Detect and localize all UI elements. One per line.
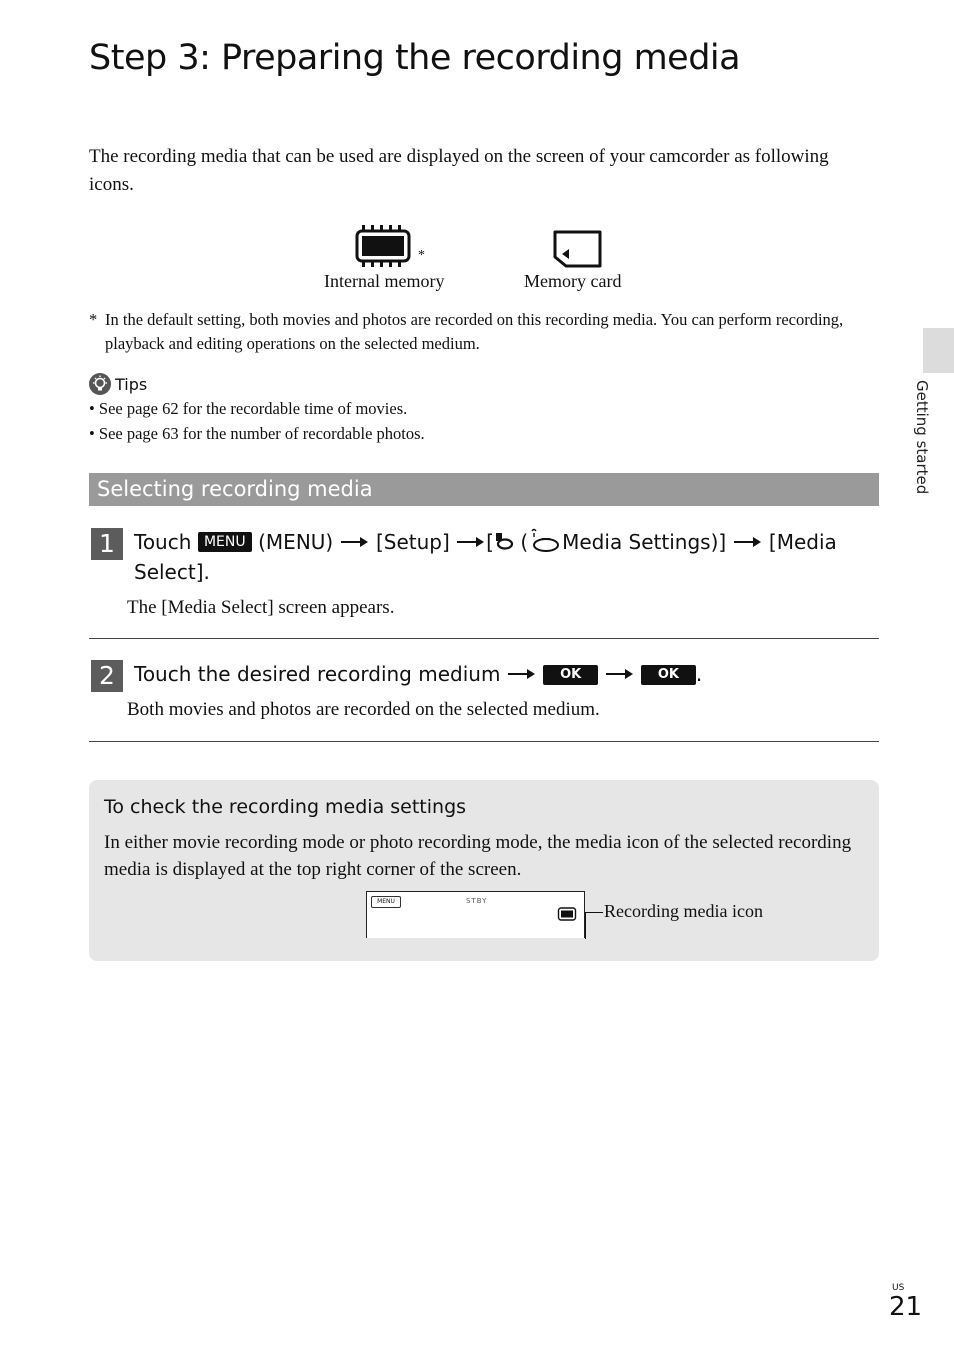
tips-label: Tips [115,374,148,394]
side-tab-text: Getting started [913,380,931,495]
callout-line [585,912,586,939]
callout-line [585,912,603,913]
step-number-2: 2 [91,660,123,692]
callout-label: Recording media icon [604,901,763,921]
memory-card-icon [552,229,604,269]
internal-memory-icon [354,224,412,268]
footnote-marker: * [89,310,98,329]
camcorder-screen [366,891,585,938]
screen-menu-button: MENU [371,896,401,908]
step-1-instruction-cont: Select]. [134,560,210,584]
tips-heading [89,373,147,395]
step-1-result: The [Media Select] screen appears. [127,597,395,618]
ok-button[interactable]: OK [543,665,598,685]
arrow-right-icon [733,534,763,550]
internal-memory-marker: * [418,248,425,263]
memory-card-label: Memory card [524,271,622,291]
page-title: Step 3: Preparing the recording media [89,38,741,78]
tips-item: • See page 63 for the number of recordable photos. [89,424,425,443]
arrow-right-icon [507,666,537,682]
divider [89,741,879,742]
screen-status: STBY [466,897,488,905]
intro-paragraph: The recording media that can be used are displayed on the screen of your camcorder as following icons. [89,146,829,195]
lightbulb-icon [89,373,111,395]
arrow-right-icon [605,666,635,682]
media-settings-icon [528,527,562,553]
section-heading: Selecting recording media [89,473,879,506]
ok-button[interactable]: OK [641,665,696,685]
footnote [89,308,869,356]
info-box-title: To check the recording media settings [104,796,467,818]
menu-button[interactable]: MENU [198,532,252,552]
divider [89,638,879,639]
step-number-1: 1 [91,528,123,560]
arrow-right-icon [456,534,486,550]
internal-memory-label: Internal memory [324,271,445,291]
tips-item: • See page 62 for the recordable time of movies. [89,399,408,418]
step-1-instruction: Touch MENU (MENU) [Setup] [ ( Media Settings)] [Media [134,527,837,557]
arrow-right-icon [340,534,370,550]
side-tab-label [902,380,942,510]
info-box-text: In either movie recording mode or photo recording mode, the media icon of the selected recording media is displayed at the top right corner of the screen. [104,832,852,880]
media-settings-category-icon [494,531,514,551]
step-2-instruction: Touch the desired recording medium OK OK . [134,662,703,686]
side-tab [923,328,954,373]
recording-media-icon [557,906,577,922]
region-code: US [892,1283,905,1293]
page-number: 21 [889,1292,923,1322]
footnote-text: In the default setting, both movies and photos are recorded on this recording media. You can perform recording, playback and editing operations on the selected medium. [105,310,844,353]
step-2-result: Both movies and photos are recorded on the selected medium. [127,699,600,720]
